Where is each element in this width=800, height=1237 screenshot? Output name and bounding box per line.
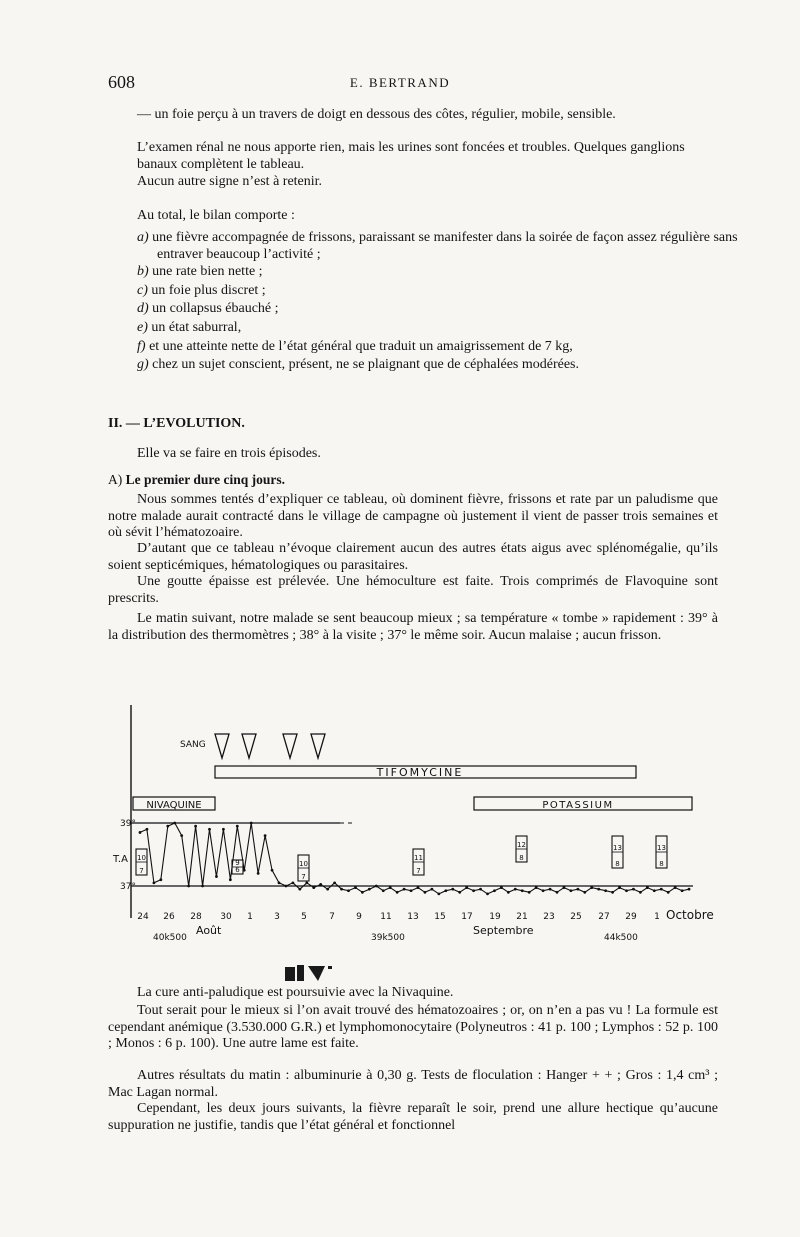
x-tick-label: 3 [274, 912, 280, 922]
temperature-point [354, 886, 357, 889]
temperature-point [146, 828, 149, 831]
x-tick-label: 23 [543, 912, 555, 922]
sang-label: SANG [180, 740, 206, 750]
x-tick-label: 7 [329, 912, 335, 922]
temperature-point [625, 889, 628, 892]
temperature-point [618, 886, 621, 889]
bp-box [516, 836, 527, 862]
bp-diastolic: 7 [139, 867, 144, 875]
temperature-point [159, 878, 162, 881]
temperature-point [208, 828, 211, 831]
bp-systolic: 12 [517, 841, 526, 849]
temperature-point [305, 881, 308, 884]
temperature-point [375, 885, 378, 888]
temperature-point [507, 891, 510, 894]
temperature-point [639, 891, 642, 894]
temperature-point [166, 825, 169, 828]
temperature-point [472, 889, 475, 892]
list-item: g) chez un sujet conscient, présent, ne se plaignant que de céphalées modérées. [137, 357, 580, 372]
temperature-point [611, 891, 614, 894]
bp-systolic: 10 [137, 854, 146, 862]
temperature-point [444, 889, 447, 892]
bp-box [413, 849, 424, 875]
temperature-point [632, 888, 635, 891]
x-tick-label: 1 [247, 912, 253, 922]
temperature-point [333, 881, 336, 884]
temperature-point [500, 886, 503, 889]
month-label-aout: Août [196, 924, 222, 937]
paragraph: Autres résultats du matin : albuminurie à 0,30 g. Tests de floculation : Hanger + + ; Gros : 1,4 cm³ ; Mac Lagan normal. [108, 1068, 718, 1100]
x-tick-label: 24 [137, 912, 149, 922]
temperature-point [667, 891, 670, 894]
x-tick-label: 19 [489, 912, 501, 922]
x-tick-label: 17 [461, 912, 473, 922]
page-number: 608 [108, 72, 135, 92]
subsection-heading: A) Le premier dure cinq jours. [108, 472, 285, 487]
potassium-bar [474, 797, 692, 810]
temperature-point [465, 886, 468, 889]
x-tick-label: 9 [356, 912, 362, 922]
paragraph: Le matin suivant, notre malade se sent beaucoup mieux ; sa température « tombe » rapidement : 39° à la distribution des thermomètres ; 38° à la visite ; 37° le même soir. Aucun malaise ; aucun frisson. [108, 611, 718, 643]
tifomycine-bar [215, 766, 636, 778]
bp-box [656, 836, 667, 868]
temperature-series-line [140, 823, 689, 894]
blood-pressure-boxes [136, 836, 667, 881]
no-other-sign: Aucun autre signe n’est à retenir. [137, 174, 323, 189]
paragraph: Cependant, les deux jours suivants, la fièvre reparaît le soir, prend une allure hectique qu’aucune suppuration ne justifie, tandis que l’état général et fonctionnel [108, 1101, 718, 1133]
temperature-point [312, 886, 315, 889]
temperature-point [285, 885, 288, 888]
renal-paragraph: L’examen rénal ne nous apporte rien, mais les urines sont foncées et troubles. Quelques ganglions banaux complètent le tableau. [137, 140, 685, 172]
temperature-point [646, 886, 649, 889]
x-tick-labels [137, 912, 660, 922]
temperature-point [180, 834, 183, 837]
paragraph: Tout serait pour le mieux si l’on avait trouvé des hématozoaires ; or, on n’en a pas vu ! La formule est cependant anémique (3.530.000 G.R.) et lymphomonocytaire (Polyneutros : 41 p. 100 ; Lymphos : 52 p. 100 ; Monos : 6 p. 100). Une autre lame est faite. [108, 1003, 718, 1051]
sample-marker [283, 734, 297, 758]
total-intro: Au total, le bilan comporte : [137, 208, 295, 223]
section-heading: II. — L’EVOLUTION. [108, 416, 245, 431]
temperature-point [604, 889, 607, 892]
temperature-point [437, 892, 440, 895]
temperature-point [417, 886, 420, 889]
temperature-point [542, 889, 545, 892]
running-head: E. BERTRAND [349, 75, 451, 90]
temperature-point [570, 889, 573, 892]
bp-box [136, 849, 147, 875]
temperature-point [153, 881, 156, 884]
x-tick-label: 26 [163, 912, 175, 922]
weight-label: 39k500 [371, 933, 405, 943]
temperature-point [229, 878, 232, 881]
tifomycine-label: TIFOMYCINE [376, 766, 464, 779]
temperature-point [292, 881, 295, 884]
temperature-point [201, 885, 204, 888]
sample-marker [215, 734, 229, 758]
temperature-point [431, 888, 434, 891]
weight-label: 44k500 [604, 933, 638, 943]
temperature-point [187, 885, 190, 888]
temperature-point [660, 888, 663, 891]
temperature-point [215, 875, 218, 878]
bp-diastolic: 8 [659, 860, 664, 868]
temperature-point [681, 889, 684, 892]
temperature-point [347, 889, 350, 892]
temperature-point [458, 891, 461, 894]
temperature-point [361, 891, 364, 894]
temperature-point [382, 889, 385, 892]
liver-line: — un foie perçu à un travers de doigt en dessous des côtes, régulier, mobile, sensible. [137, 107, 616, 122]
bp-diastolic: 8 [615, 860, 620, 868]
temperature-point [236, 825, 239, 828]
temperature-point [583, 891, 586, 894]
list-item: f) et une atteinte nette de l’état général que traduit un amaigrissement de 7 kg, [137, 339, 573, 354]
temperature-point [590, 886, 593, 889]
temperature-point [563, 886, 566, 889]
temperature-point [139, 831, 142, 834]
x-tick-label: 27 [598, 912, 610, 922]
temperature-point [556, 891, 559, 894]
bp-diastolic: 7 [416, 867, 421, 875]
paragraph: D’autant que ce tableau n’évoque clairement aucun des autres états aigus avec splénomégalie, qu’ils soient septicémiques, hématologiques ou parasitaires. [108, 541, 718, 573]
x-tick-label: 21 [516, 912, 528, 922]
temperature-point [243, 869, 246, 872]
bp-box [232, 860, 243, 874]
x-tick-label: 11 [380, 912, 392, 922]
bp-systolic: 11 [414, 854, 423, 862]
list-item: c) un foie plus discret ; [137, 283, 266, 298]
x-tick-label: 29 [625, 912, 637, 922]
x-tick-label: 13 [407, 912, 419, 922]
temperature-point [410, 889, 413, 892]
temperature-point [298, 888, 301, 891]
bp-box [612, 836, 623, 868]
temperature-point [535, 886, 538, 889]
temperature-point [326, 888, 329, 891]
weight-label: 40k500 [153, 933, 187, 943]
temperature-point [257, 872, 260, 875]
bp-systolic: 13 [613, 844, 622, 852]
temperature-point [514, 888, 517, 891]
ylabel-ta: T.A [113, 854, 128, 865]
temperature-point [389, 886, 392, 889]
paragraph: Une goutte épaisse est prélevée. Une hémoculture est faite. Trois comprimés de Flavoquine sont prescrits. [108, 574, 718, 606]
temperature-point [264, 834, 267, 837]
x-tick-label: 1 [654, 912, 660, 922]
temperature-point [194, 825, 197, 828]
temperature-point [451, 888, 454, 891]
temperature-point [250, 822, 253, 825]
temperature-point [688, 888, 691, 891]
bp-diastolic: 8 [519, 854, 524, 862]
bp-diastolic: 7 [301, 873, 306, 881]
temperature-point [222, 828, 225, 831]
list-item: d) un collapsus ébauché ; [137, 301, 279, 316]
temperature-point [396, 891, 399, 894]
x-tick-label: 28 [190, 912, 202, 922]
temperature-point [271, 869, 274, 872]
temperature-point [340, 888, 343, 891]
month-label-octobre: Octobre [666, 908, 714, 922]
temperature-point [278, 881, 281, 884]
temperature-point [528, 891, 531, 894]
temperature-point [493, 889, 496, 892]
temperature-point [597, 888, 600, 891]
section-intro: Elle va se faire en trois épisodes. [137, 446, 321, 461]
temperature-point [549, 888, 552, 891]
nivaquine-bar [133, 797, 215, 810]
temperature-point [368, 888, 371, 891]
bp-box [298, 855, 309, 881]
temperature-point [486, 892, 489, 895]
temperature-point [319, 883, 322, 886]
bp-systolic: 10 [299, 860, 308, 868]
x-tick-label: 5 [301, 912, 307, 922]
month-label-septembre: Septembre [473, 924, 534, 937]
list-item: a) une fièvre accompagnée de frissons, paraissant se manifester dans la soirée de façon assez régulière sans entraver beaucoup l’activité ; [137, 230, 738, 262]
list-item: e) un état saburral, [137, 320, 242, 335]
temperature-point [403, 888, 406, 891]
sample-marker [242, 734, 256, 758]
temperature-point [173, 822, 176, 825]
temperature-point [521, 889, 524, 892]
temperature-point [576, 888, 579, 891]
bp-diastolic: 6 [235, 866, 240, 874]
nivaquine-label: NIVAQUINE [146, 800, 202, 811]
temperature-point [479, 888, 482, 891]
potassium-label: POTASSIUM [542, 800, 614, 811]
x-tick-label: 30 [220, 912, 232, 922]
temperature-point [674, 886, 677, 889]
ytick-39: 39° [120, 819, 136, 829]
temperature-point [653, 889, 656, 892]
temperature-point [424, 891, 427, 894]
list-item: b) une rate bien nette ; [137, 264, 263, 279]
ytick-37: 37° [120, 882, 136, 892]
x-tick-label: 15 [434, 912, 446, 922]
ink-smudge [285, 965, 332, 981]
paragraph: La cure anti-paludique est poursuivie avec la Nivaquine. [137, 985, 454, 1000]
paragraph: Nous sommes tentés d’expliquer ce tableau, où dominent fièvre, frissons et rate par un paludisme que notre malade aurait contracté dans le village de campagne où justement il vient de passer trois semaines et où sévit l’hématozoaire. [108, 492, 718, 540]
bp-systolic: 13 [657, 844, 666, 852]
sample-markers [215, 734, 325, 758]
bp-systolic: 9 [235, 859, 240, 867]
x-tick-label: 25 [570, 912, 582, 922]
sample-marker [311, 734, 325, 758]
temperature-points [139, 822, 691, 896]
